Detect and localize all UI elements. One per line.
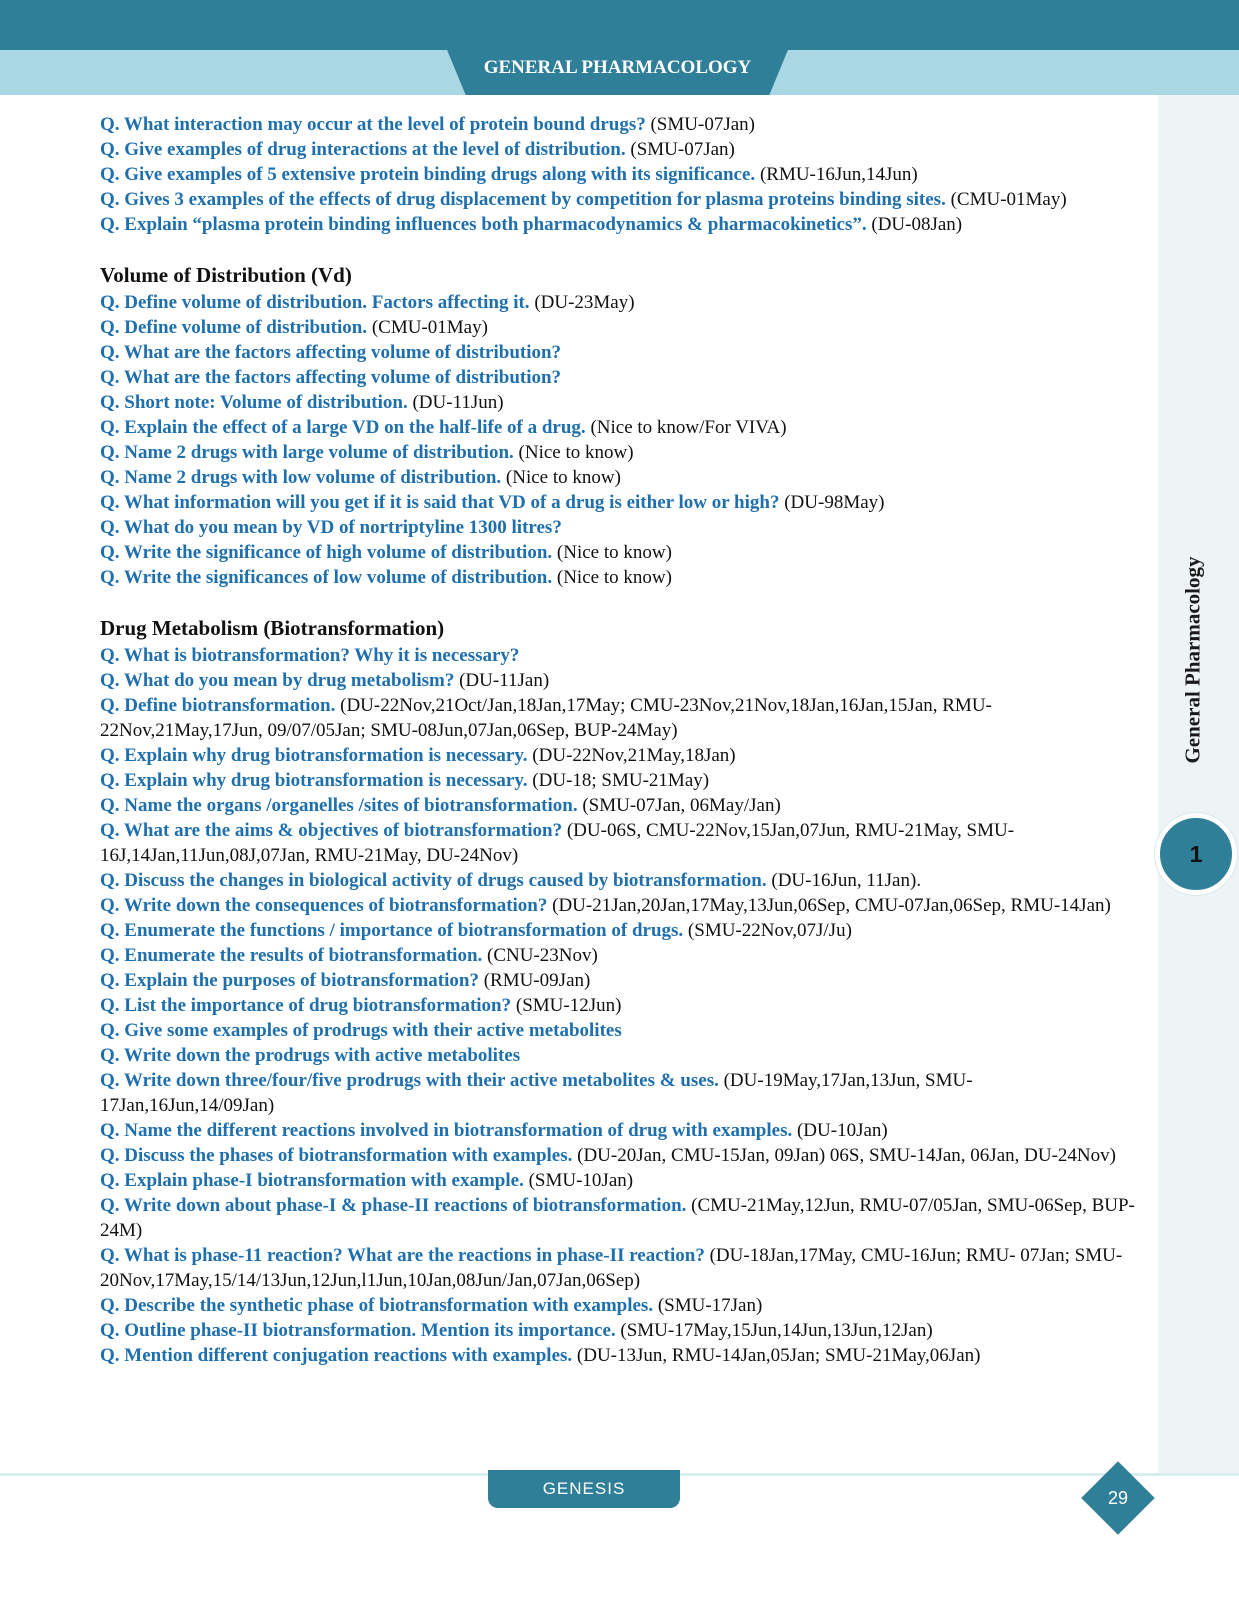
question-item [100,743,1140,768]
question-text: Q. Gives 3 examples of the effects of drug displacement by competition for plasma proteins binding sites. [100,189,946,210]
question-text: Q. Write the significances of low volume of distribution. [100,567,553,588]
exam-reference: (DU-18Jan,17May, CMU-16Jun; RMU- 07Jan; SMU-20Nov,17May,15/14/13Jun,12Jun,l1Jun,10Jan,08Jun/Jan,07Jan,06Sep) [100,1245,1123,1291]
exam-reference: (CNU-23Nov) [482,945,598,966]
question-item [100,1068,1140,1118]
page-title: GENERAL PHARMACOLOGY [483,57,752,78]
question-item [100,1118,1140,1143]
question-item [100,1318,1140,1343]
page-number: 29 [1107,1488,1129,1508]
question-text: Q. Give examples of drug interactions at the level of distribution. [100,139,626,160]
question-item [100,515,1140,540]
question-text: Q. Explain the effect of a large VD on the half-life of a drug. [100,417,586,438]
question-text: Q. What is biotransformation? Why it is necessary? [100,645,520,666]
exam-reference: (CMU-01May) [945,189,1067,210]
question-text: Q. Discuss the changes in biological activity of drugs caused by biotransformation. [100,870,767,891]
exam-reference: (Nice to know) [552,567,672,588]
question-item [100,440,1140,465]
exam-reference: (DU-21Jan,20Jan,17May,13Jun,06Sep, CMU-07Jan,06Sep, RMU-14Jan) [547,895,1111,916]
question-text: Q. Write down about phase-I & phase-II reactions of biotransformation. [100,1195,687,1216]
question-item [100,137,1140,162]
question-text: Q. Give examples of 5 extensive protein binding drugs along with its significance. [100,164,756,185]
question-item [100,415,1140,440]
question-text: Q. Discuss the phases of biotransformation with examples. [100,1145,573,1166]
exam-reference: (SMU-07Jan) [645,114,755,135]
question-item [100,668,1140,693]
question-text: Q. Describe the synthetic phase of biotransformation with examples. [100,1295,654,1316]
question-item [100,490,1140,515]
exam-reference: (Nice to know/For VIVA) [585,417,787,438]
exam-reference: (SMU-07Jan) [625,139,735,160]
question-text: Q. Mention different conjugation reactions with examples. [100,1345,573,1366]
question-item [100,315,1140,340]
exam-reference: (SMU-17Jan) [653,1295,763,1316]
question-item [100,968,1140,993]
question-item [100,390,1140,415]
question-item [100,768,1140,793]
question-text: Q. Short note: Volume of distribution. [100,392,408,413]
question-item [100,1168,1140,1193]
exam-reference: (Nice to know) [513,442,634,463]
question-item [100,162,1140,187]
side-strip [1158,95,1239,1473]
question-item [100,212,1140,237]
question-item [100,793,1140,818]
question-text: Q. Write the significance of high volume of distribution. [100,542,553,563]
question-item [100,465,1140,490]
question-text: Q. Define volume of distribution. Factors affecting it. [100,292,530,313]
question-item [100,993,1140,1018]
exam-reference: (SMU-22Nov,07J/Ju) [683,920,852,941]
question-text: Q. Name 2 drugs with low volume of distribution. [100,467,502,488]
exam-reference: (DU-20Jan, CMU-15Jan, 09Jan) 06S, SMU-14Jan, 06Jan, DU-24Nov) [572,1145,1116,1166]
exam-reference: (SMU-12Jun) [511,995,622,1016]
exam-reference: (SMU-07Jan, 06May/Jan) [577,795,781,816]
question-text: Q. Explain why drug biotransformation is necessary. [100,770,528,791]
question-item [100,868,1140,893]
exam-reference: (RMU-09Jan) [478,970,591,991]
question-text: Q. Explain “plasma protein binding influences both pharmacodynamics & pharmacokinetics”. [100,214,867,235]
exam-reference: (Nice to know) [501,467,621,488]
exam-reference: (DU-22Nov,21Oct/Jan,18Jan,17May; CMU-23Nov,21Nov,18Jan,16Jan,15Jan, RMU-22Nov,21May,17Jun, 09/07/05Jan; SMU-08Jun,07Jan,06Sep, BUP-24May) [100,695,992,741]
footer-brand: GENESIS [488,1470,680,1508]
question-text: Q. Define volume of distribution. [100,317,368,338]
exam-reference: (SMU-17May,15Jun,14Jun,13Jun,12Jan) [615,1320,933,1341]
section-heading: Drug Metabolism (Biotransformation) [100,616,445,640]
exam-reference: (DU-23May) [529,292,635,313]
exam-reference: (DU-11Jan) [454,670,550,691]
question-item [100,893,1140,918]
question-item [100,1043,1140,1068]
question-text: Q. What are the aims & objectives of biotransformation? [100,820,563,841]
exam-reference: (DU-98May) [779,492,885,513]
question-item [100,187,1140,212]
question-item [100,340,1140,365]
exam-reference: (DU-19May,17Jan,13Jun, SMU-17Jan,16Jun,14/09Jan) [100,1070,973,1116]
question-item [100,693,1140,743]
question-item [100,565,1140,590]
question-text: Q. Explain phase-I biotransformation with example. [100,1170,524,1191]
question-text: Q. Name 2 drugs with large volume of distribution. [100,442,514,463]
question-text: Q. Name the organs /organelles /sites of biotransformation. [100,795,578,816]
question-item [100,1243,1140,1293]
question-text: Q. What interaction may occur at the level of protein bound drugs? [100,114,646,135]
question-text: Q. Enumerate the functions / importance of biotransformation of drugs. [100,920,684,941]
question-text: Q. Explain why drug biotransformation is necessary. [100,745,528,766]
question-item [100,1293,1140,1318]
question-text: Q. Write down the prodrugs with active metabolites [100,1045,521,1066]
question-item [100,540,1140,565]
question-item [100,943,1140,968]
exam-reference: (RMU-16Jun,14Jun) [755,164,918,185]
question-text: Q. Define biotransformation. [100,695,336,716]
question-text: Q. What do you mean by drug metabolism? [100,670,455,691]
question-text: Q. What is phase-11 reaction? What are the reactions in phase-II reaction? [100,1245,705,1266]
exam-reference: (DU-18; SMU-21May) [527,770,710,791]
question-text: Q. What information will you get if it is said that VD of a drug is either low or high? [100,492,780,513]
exam-reference: (CMU-01May) [367,317,488,338]
question-item [100,818,1140,868]
section-heading: Volume of Distribution (Vd) [100,263,352,287]
question-list [100,112,1140,1368]
question-text: Q. Write down three/four/five prodrugs with their active metabolites & uses. [100,1070,719,1091]
header-bar [0,0,1239,50]
question-item [100,1143,1140,1168]
question-text: Q. What are the factors affecting volume of distribution? [100,342,562,363]
exam-reference: (Nice to know) [552,542,672,563]
question-text: Q. Enumerate the results of biotransformation. [100,945,483,966]
question-text: Q. Outline phase-II biotransformation. Mention its importance. [100,1320,616,1341]
question-item [100,1343,1140,1368]
question-item [100,1018,1140,1043]
question-item [100,918,1140,943]
question-item [100,1193,1140,1243]
question-text: Q. Explain the purposes of biotransformation? [100,970,479,991]
exam-reference: (DU-06S, CMU-22Nov,15Jan,07Jun, RMU-21May, SMU-16J,14Jan,11Jun,08J,07Jan, RMU-21May, DU-24Nov) [100,820,1015,866]
exam-reference: (DU-22Nov,21May,18Jan) [527,745,736,766]
exam-reference: (SMU-10Jan) [523,1170,634,1191]
question-text: Q. Give some examples of prodrugs with their active metabolites [100,1020,622,1041]
question-text: Q. What are the factors affecting volume of distribution? [100,367,562,388]
question-text: Q. What do you mean by VD of nortriptyline 1300 litres? [100,517,562,538]
exam-reference: (DU-10Jan) [792,1120,888,1141]
question-item [100,643,1140,668]
question-item [100,290,1140,315]
question-text: Q. List the importance of drug biotransformation? [100,995,512,1016]
question-item [100,365,1140,390]
question-text: Q. Write down the consequences of biotransformation? [100,895,548,916]
exam-reference: (DU-08Jan) [866,214,963,235]
exam-reference: (DU-11Jun) [407,392,504,413]
side-chapter-label-text: General Pharmacology [1180,556,1205,764]
question-item [100,112,1140,137]
exam-reference: (DU-16Jun, 11Jan). [766,870,922,891]
question-text: Q. Name the different reactions involved in biotransformation of drug with examples. [100,1120,793,1141]
exam-reference: (CMU-21May,12Jun, RMU-07/05Jan, SMU-06Sep, BUP-24M) [100,1195,1135,1241]
exam-reference: (DU-13Jun, RMU-14Jan,05Jan; SMU-21May,06Jan) [572,1345,981,1366]
chapter-number-badge: 1 [1155,813,1237,895]
